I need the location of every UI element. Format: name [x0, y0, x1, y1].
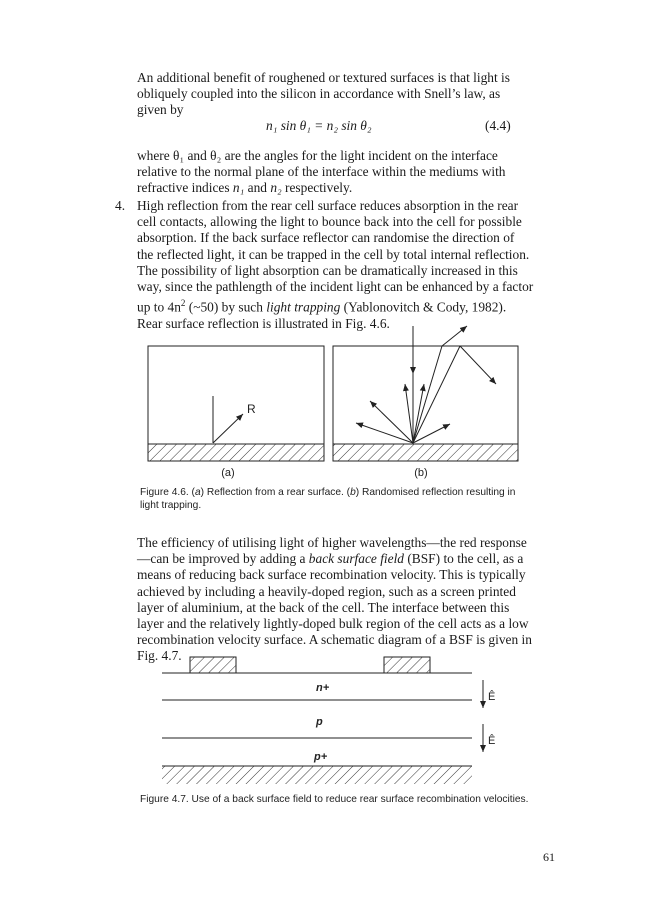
respectively-text: respectively. — [281, 180, 353, 196]
and-text: and — [244, 180, 271, 196]
caption-part: ) Randomised reflection resulting in light trapping. — [140, 487, 516, 511]
figure-4-6 — [140, 322, 540, 480]
figure-4-6-caption — [140, 487, 530, 512]
bsf-term: back surface field — [308, 551, 404, 567]
panel-a-reflection-arrow — [213, 414, 243, 443]
n-plus-label: n+ — [316, 682, 330, 694]
superscript-two: 2 — [180, 298, 186, 309]
panel-b-box — [333, 346, 518, 444]
p-label: p — [316, 716, 323, 728]
figure-4-7-caption: Figure 4.7. Use of a back surface field to reduce rear surface recombination velocities. — [140, 794, 529, 805]
angle-definition-paragraph — [137, 148, 532, 197]
trapped-ray-reflected — [460, 346, 496, 384]
list-item-number: 4. — [115, 198, 126, 213]
label-b: (b) — [414, 467, 428, 479]
p-plus-label: p+ — [314, 751, 328, 763]
angle-definition-text: where θ₁ and θ₂ are the angles for the light incident on the interface relative to the normal plane of the interface within the mediums with refractive indices — [137, 148, 506, 196]
caption-a: a — [194, 487, 201, 498]
bsf-text-b: (BSF) to the cell, as a means of reducing back surface recombination velocity. This is typically achieved by including a heavily-doped region, such as a screen printed layer of aluminium, at the back of the cell. The interface between this layer and the relatively lightly-doped bulk region of the cell acts as a low recombination velocity surface. A schematic diagram of a BSF is given in Fig. 4.7. — [137, 551, 532, 664]
scatter-ray-3 — [405, 384, 413, 443]
page-number: 61 — [543, 850, 555, 864]
front-contact-right — [384, 657, 430, 673]
caption-part: ) Reflection from a rear surface. ( — [200, 487, 351, 498]
rear-contact — [162, 766, 472, 784]
scatter-ray-4 — [413, 384, 424, 443]
scatter-ray-1 — [356, 423, 413, 443]
panel-a-box — [148, 346, 324, 444]
scatter-ray-5 — [413, 424, 450, 443]
e-field-label-bottom: Ê — [488, 735, 496, 747]
rear-reflection-paragraph — [137, 198, 534, 332]
panel-a-rear-surface — [148, 444, 324, 461]
light-trapping-term: light trapping — [266, 299, 341, 315]
bsf-paragraph — [137, 535, 532, 665]
snell-equation: n₁ sin θ₁ = n₂ sin θ₂ — [266, 118, 372, 133]
caption-b: b — [350, 487, 356, 498]
equation-number: (4.4) — [485, 118, 511, 133]
n1-symbol: n₁ — [232, 180, 245, 196]
figure-4-7 — [140, 652, 520, 792]
factor-text: (~50) by such — [185, 299, 267, 315]
panel-b-rear-surface — [333, 444, 518, 461]
rear-reflection-text: High reflection from the rear cell surface reduces absorption in the rear cell contacts, allowing the light to bounce back into the cell for possible absorption. If the back surface reflector can randomise the direction of the reflected light, it can be trapped in the cell by total internal reflection. The possibility of light absorption can be dramatically increased in this way, since the pathlength of the incident light can be enhanced by a factor up to 4n — [137, 198, 534, 315]
n2-symbol: n₂ — [270, 180, 282, 196]
r-label: R — [247, 402, 256, 416]
label-a: (a) — [221, 467, 235, 479]
caption-part: Figure 4.6. ( — [140, 487, 195, 498]
trapped-ray — [413, 346, 460, 443]
escape-ray — [442, 326, 467, 346]
scatter-ray-2 — [370, 401, 413, 443]
intro-paragraph: An additional benefit of roughened or textured surfaces is that light is obliquely coupled into the silicon in accordance with Snell’s law, as given by — [137, 70, 510, 118]
e-field-label-top: Ê — [488, 691, 496, 703]
citation-text: (Yablonovitch & Cody, 1982). Rear surface reflection is illustrated in Fig. 4.6. — [137, 299, 507, 331]
escape-ray-inside — [413, 346, 442, 443]
front-contact-left — [190, 657, 236, 673]
bsf-text-a: The efficiency of utilising light of higher wavelengths—the red response—can be improved by adding a — [137, 535, 527, 567]
